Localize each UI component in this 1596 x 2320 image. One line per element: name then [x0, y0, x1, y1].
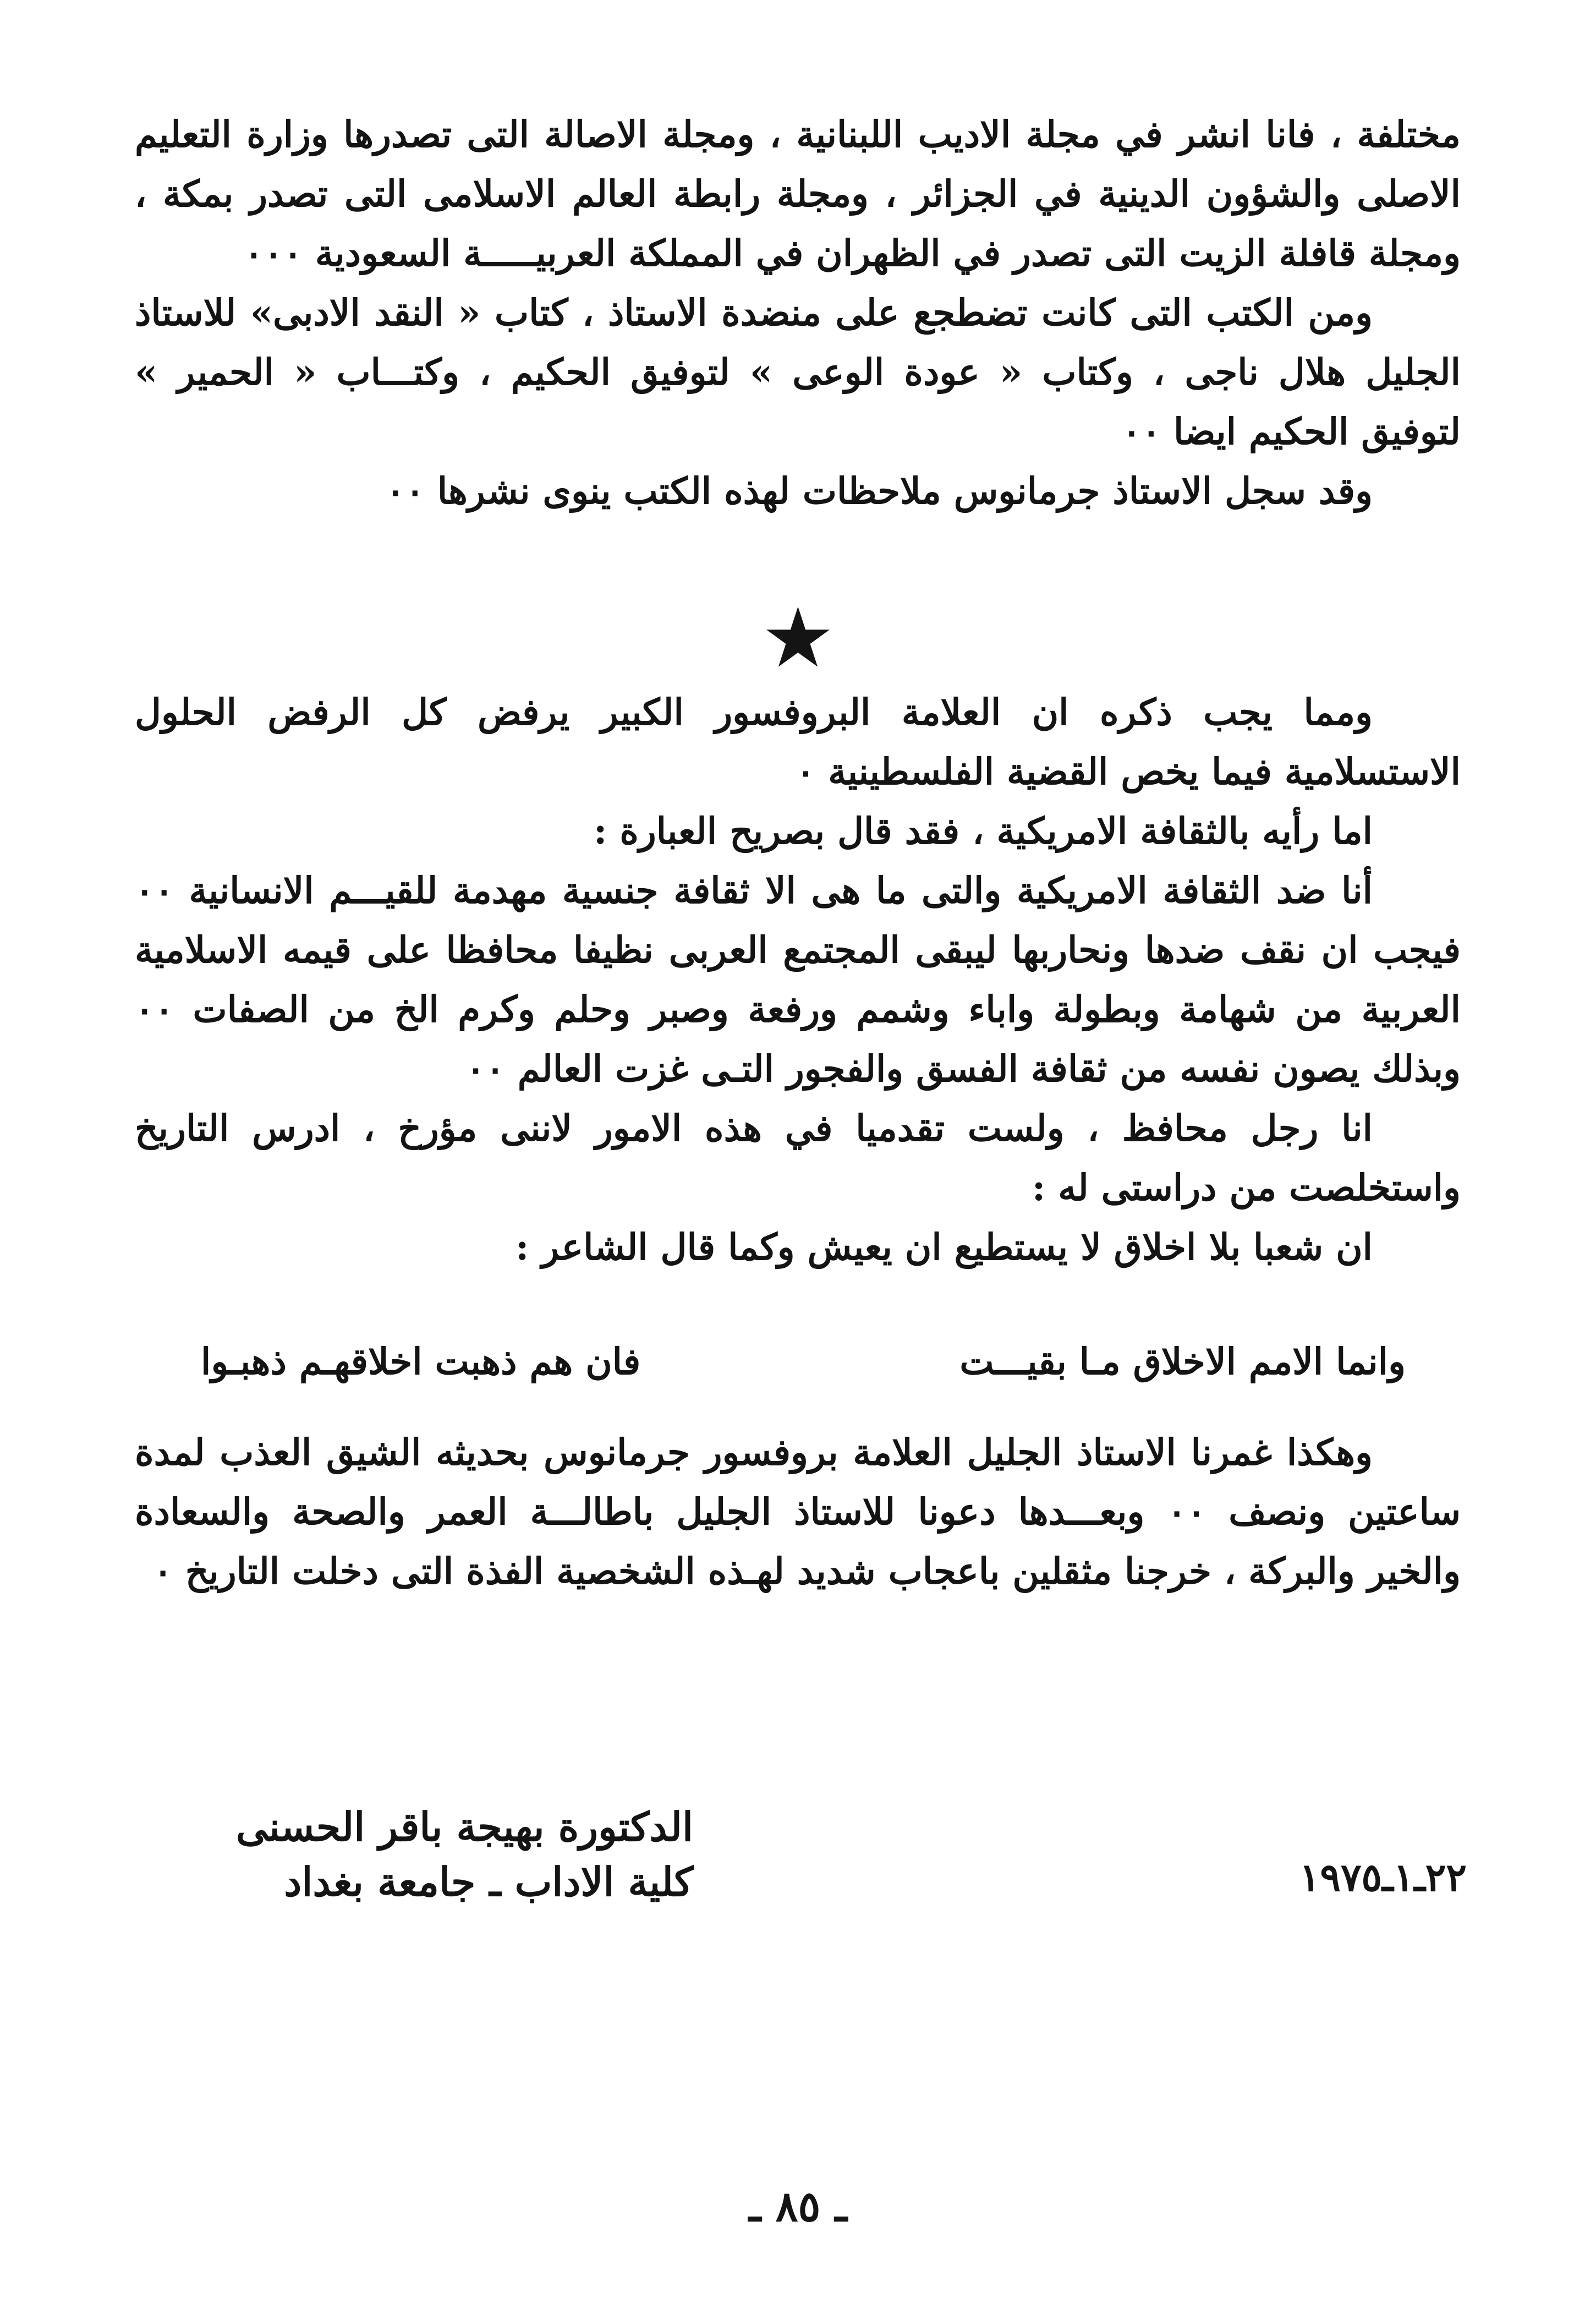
- paragraph-notes: وقد سجل الاستاذ جرمانوس ملاحظات لهذه الكتب ينوى نشرها ٠٠: [386, 469, 1373, 512]
- paragraph-conclusion: وهكذا غمرنا الاستاذ الجليل العلامة بروفسور جرمانوس بحديثه الشيق العذب لمدة ساعتين ونصف ٠٠ وبعـــدها دعونا للاستاذ الجليل باطالـــة العمر والصحة والسعادة والخير والبركة ، خرجنا مثقلين باعجاب شديد لهـذه الشخصية الفذة التى دخلت التاريخ ٠: [135, 1431, 1461, 1593]
- body-text-middle: [135, 682, 1461, 1277]
- page-number: ـ ٨٥ ـ: [748, 2182, 848, 2231]
- signature-block: [198, 1799, 693, 1909]
- paragraph-american-culture-intro: اما رأيه بالثقافة الامريكية ، فقد قال بصريح العبارة :: [594, 809, 1373, 852]
- paragraph-poet-intro: ان شعبا بلا اخلاق لا يستطيع ان يعيش وكما قال الشاعر :: [515, 1225, 1373, 1268]
- paragraph-books: ومن الكتب التى كانت تضطجع على منضدة الاستاذ ، كتاب « النقد الادبى» للاستاذ الجليل هلال ناجى ، وكتاب « عودة الوعى » لتوفيق الحكيم ، وكتـــاب « الحمير » لتوفيق الحكيم ايضا ٠٠: [135, 291, 1461, 453]
- author-affiliation: كلية الاداب ـ جامعة بغداد: [284, 1858, 693, 1905]
- document-date: ٢٢ـ١ـ١٩٧٥: [1299, 1854, 1467, 1900]
- body-text-top: [135, 105, 1461, 521]
- paragraph-palestine: ومما يجب ذكره ان العلامة البروفسور الكبير يرفض كل الرفض الحلول الاستسلامية فيما يخص القضية الفلسطينية ٠: [135, 691, 1461, 793]
- body-text-bottom: [135, 1422, 1461, 1601]
- verse-hemistich-first: وانما الامم الاخلاق مـا بقيـــت: [959, 1340, 1406, 1383]
- star-icon: ★: [761, 590, 835, 686]
- paragraph-magazines: مختلفة ، فانا انشر في مجلة الاديب اللبنانية ، ومجلة الاصالة التى تصدرها وزارة التعليم الاصلى والشؤون الدينية في الجزائر ، ومجلة رابطة العالم الاسلامى التى تصدر بمكة ، ومجلة قافلة الزيت التى تصدر في الظهران في المملكة العربيـــــة السعودية ٠٠٠: [135, 113, 1461, 275]
- section-separator: [0, 590, 1596, 686]
- author-name: الدكتورة بهيجة باقر الحسنى: [235, 1803, 693, 1850]
- poem-verse: [135, 1340, 1461, 1400]
- paragraph-quote-american-culture: أنا ضد الثقافة الامريكية والتى ما هى الا ثقافة جنسية مهدمة للقيـــم الانسانية ٠٠ فيجب ان نقف ضدها ونحاربها ليبقى المجتمع العربى نظيفا محافظا على قيمه الاسلامية العربية من شهامة وبطولة واباء وشمم ورفعة وصبر وحلم وكرم الخ من الصفات ٠٠ وبذلك يصون نفسه من ثقافة الفسق والفجور التـى غزت العالم ٠٠: [135, 869, 1461, 1090]
- verse-hemistich-second: فان هم ذهبت اخلاقهـم ذهبـوا: [201, 1340, 641, 1383]
- paragraph-conservative: انا رجل محافظ ، ولست تقدميا في هذه الامور لاننى مؤرخ ، ادرس التاريخ واستخلصت من دراستى له :: [135, 1107, 1461, 1209]
